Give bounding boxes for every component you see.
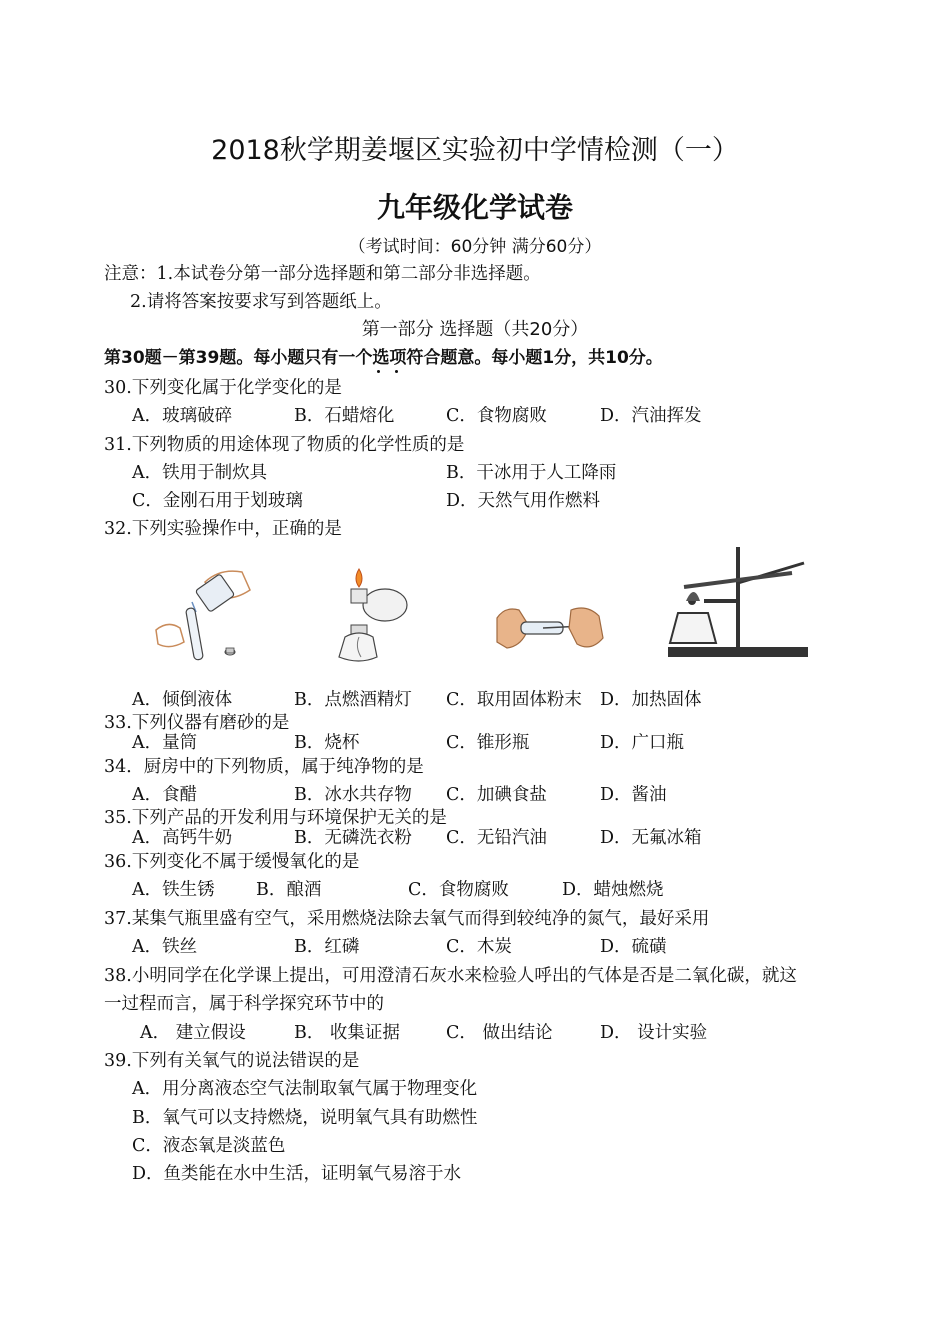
heating-solid-apparatus-illustration [664, 543, 814, 663]
q31-option-a: A．铁用于制炊具 [132, 463, 268, 483]
q33-option-a: A．量筒 [132, 733, 198, 753]
pouring-liquid-illustration [150, 560, 260, 665]
emphasis-dot [377, 370, 380, 373]
q39-option-a: A．用分离液态空气法制取氧气属于物理变化 [132, 1079, 478, 1099]
exam-info: （考试时间：60分钟 满分60分） [348, 237, 602, 257]
q32-option-c: C．取用固体粉末 [446, 690, 582, 710]
q33-option-b: B．烧杯 [294, 733, 360, 753]
q31-stem: 31.下列物质的用途体现了物质的化学性质的是 [104, 435, 465, 455]
q35-option-b: B．无磷洗衣粉 [294, 828, 412, 848]
note-1: 注意：1.本试卷分第一部分选择题和第二部分非选择题。 [104, 264, 541, 284]
q39-option-d: D．鱼类能在水中生活，证明氧气易溶于水 [132, 1164, 462, 1184]
q32-option-a: A．倾倒液体 [132, 690, 233, 710]
q35-option-c: C．无铅汽油 [446, 828, 547, 848]
lighting-alcohol-lamp-illustration [325, 565, 420, 670]
q36-stem: 36.下列变化不属于缓慢氧化的是 [104, 852, 360, 872]
q37-option-d: D．硫磺 [600, 937, 667, 957]
q34-option-a: A．食醋 [132, 785, 198, 805]
q37-option-b: B．红磷 [294, 937, 360, 957]
q38-option-b: B． 收集证据 [294, 1023, 400, 1043]
exam-subtitle: 九年级化学试卷 [376, 191, 573, 224]
q38-option-a: A． 建立假设 [140, 1023, 246, 1043]
q38-option-d: D． 设计实验 [600, 1023, 708, 1043]
q30-option-b: B．石蜡熔化 [294, 406, 395, 426]
q36-option-d: D．蜡烛燃烧 [562, 880, 664, 900]
q34-stem: 34．厨房中的下列物质，属于纯净物的是 [104, 757, 424, 777]
q31-option-d: D．天然气用作燃料 [446, 491, 601, 511]
q38-stem-line2: 一过程而言，属于科学探究环节中的 [104, 994, 384, 1014]
q36-option-c: C．食物腐败 [408, 880, 509, 900]
emphasis-dot [395, 370, 398, 373]
q30-stem: 30.下列变化属于化学变化的是 [104, 378, 342, 398]
q39-option-c: C．液态氧是淡蓝色 [132, 1136, 286, 1156]
q39-option-b: B．氧气可以支持燃烧，说明氧气具有助燃性 [132, 1108, 478, 1128]
q38-stem-line1: 38.小明同学在化学课上提出，可用澄清石灰水来检验人呼出的气体是否是二氧化碳，就这 [104, 966, 797, 986]
q30-option-d: D．汽油挥发 [600, 406, 702, 426]
q35-option-d: D．无氟冰箱 [600, 828, 702, 848]
q35-option-a: A．高钙牛奶 [132, 828, 233, 848]
q37-option-c: C．木炭 [446, 937, 512, 957]
q38-option-c: C． 做出结论 [446, 1023, 553, 1043]
q30-option-c: C．食物腐败 [446, 406, 547, 426]
q32-option-b: B．点燃酒精灯 [294, 690, 412, 710]
q36-option-a: A．铁生锈 [132, 880, 215, 900]
q33-option-d: D．广口瓶 [600, 733, 685, 753]
q36-option-b: B．酿酒 [256, 880, 322, 900]
q39-stem: 39.下列有关氧气的说法错误的是 [104, 1051, 360, 1071]
q31-option-c: C．金刚石用于划玻璃 [132, 491, 303, 511]
q34-option-b: B．冰水共存物 [294, 785, 412, 805]
q34-option-c: C．加碘食盐 [446, 785, 547, 805]
part1-title: 第一部分 选择题（共20分） [361, 319, 589, 340]
q32-option-d: D．加热固体 [600, 690, 702, 710]
note-2: 2.请将答案按要求写到答题纸上。 [130, 292, 392, 312]
q33-option-c: C．锥形瓶 [446, 733, 530, 753]
part1-instruction: 第30题－第39题。每小题只有一个选项符合题意。每小题1分，共10分。 [104, 348, 663, 368]
q32-stem: 32.下列实验操作中，正确的是 [104, 519, 342, 539]
exam-title: 2018秋学期姜堰区实验初中学情检测（一） [211, 135, 739, 166]
q31-option-b: B．干冰用于人工降雨 [446, 463, 617, 483]
q37-option-a: A．铁丝 [132, 937, 198, 957]
q30-option-a: A．玻璃破碎 [132, 406, 233, 426]
q35-stem: 35.下列产品的开发利用与环境保护无关的是 [104, 808, 447, 828]
q34-option-d: D．酱油 [600, 785, 667, 805]
q33-stem: 33.下列仪器有磨砂的是 [104, 713, 290, 733]
q37-stem: 37.某集气瓶里盛有空气，采用燃烧法除去氧气而得到较纯净的氮气，最好采用 [104, 909, 710, 929]
taking-solid-powder-illustration [495, 598, 605, 663]
